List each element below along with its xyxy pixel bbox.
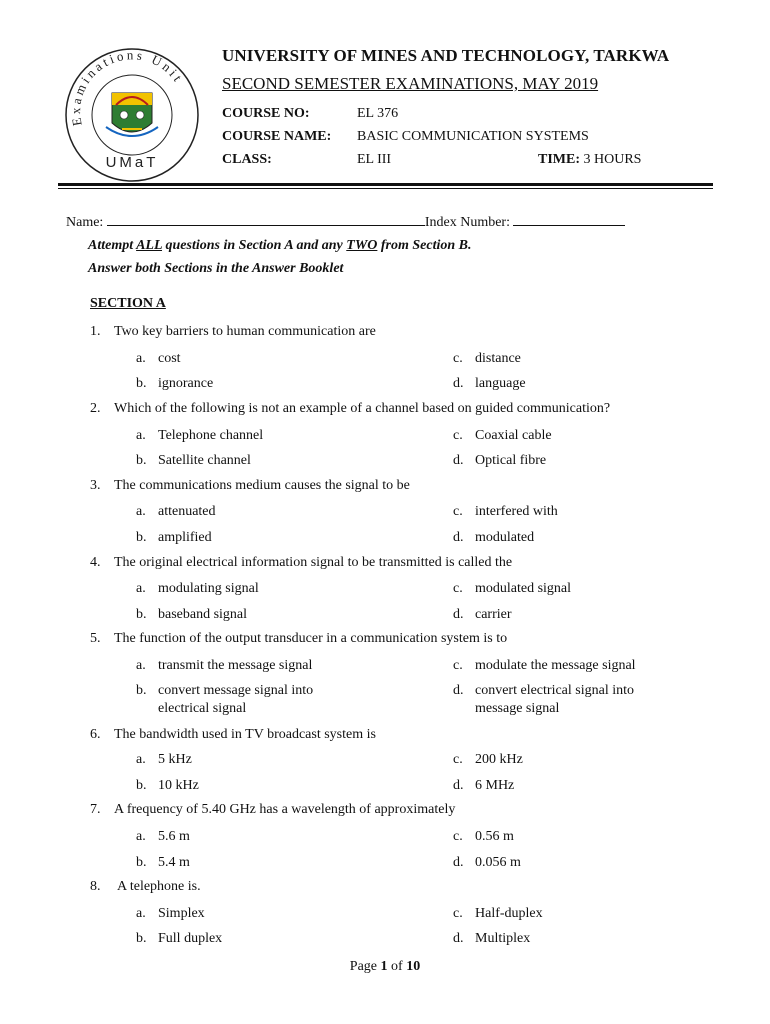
option-text: modulated [475, 530, 535, 545]
university-seal [62, 45, 202, 185]
option-text: attenuated [158, 504, 216, 519]
time-label: TIME: [538, 152, 580, 167]
question [90, 727, 376, 743]
question-text: The communications medium causes the signal to be [114, 478, 410, 493]
option-text: 5.4 m [158, 855, 190, 870]
option-text: Simplex [158, 906, 205, 921]
option-letter: a. [136, 504, 146, 519]
option-letter: d. [453, 530, 464, 545]
header-rule-thick [58, 183, 713, 186]
course-no-row [222, 106, 310, 122]
index-number-field[interactable] [513, 212, 625, 226]
option-letter: d. [453, 376, 464, 391]
option-text: convert message signal into electrical signal [158, 683, 314, 716]
option-letter: b. [136, 931, 147, 946]
option-text: modulating signal [158, 581, 259, 596]
course-name-label: COURSE NAME: [222, 129, 332, 144]
option-letter: d. [453, 453, 464, 468]
question-number: 6. [90, 727, 101, 742]
instruction-emphasis-all: ALL [136, 238, 163, 253]
option-text: Half-duplex [475, 906, 543, 921]
option-text: carrier [475, 607, 512, 622]
instruction-emphasis-two: TWO [346, 238, 378, 253]
question-text: A telephone is. [117, 879, 201, 894]
option-text: Coaxial cable [475, 428, 552, 443]
instruction-line-2: Answer both Sections in the Answer Booklet [88, 261, 344, 276]
page-total: 10 [406, 959, 421, 974]
option-text: modulate the message signal [475, 658, 636, 673]
of-word: of [391, 959, 403, 974]
option-letter: b. [136, 376, 147, 391]
question [90, 478, 410, 494]
question-number: 8. [90, 879, 101, 894]
question-text: Two key barriers to human communication are [114, 324, 376, 339]
seal-arc-text: Examinations Unit [68, 47, 187, 128]
question-text: A frequency of 5.40 GHz has a wavelength of approximately [114, 802, 456, 817]
option-letter: a. [136, 906, 146, 921]
option-letter: a. [136, 829, 146, 844]
option-text: Full duplex [158, 931, 223, 946]
question-number: 1. [90, 324, 101, 339]
option-letter: c. [453, 504, 463, 519]
option-letter: a. [136, 658, 146, 673]
option-text: 5 kHz [158, 752, 192, 767]
section-title: SECTION A [90, 296, 166, 311]
question [90, 324, 376, 340]
question [90, 879, 201, 895]
question [90, 802, 455, 818]
option-text: Satellite channel [158, 453, 251, 468]
option-text: convert electrical signal into message signal [475, 683, 634, 716]
option-letter: b. [136, 607, 147, 622]
option-text: modulated signal [475, 581, 572, 596]
option-text: 5.6 m [158, 829, 190, 844]
instruction-text: from Section B. [377, 238, 472, 253]
option-letter: c. [453, 428, 463, 443]
option-letter: c. [453, 658, 463, 673]
option-letter: d. [453, 855, 464, 870]
option-letter: d. [453, 931, 464, 946]
question-text: The function of the output transducer in a communication system is to [114, 631, 508, 646]
course-name-value: BASIC COMMUNICATION SYSTEMS [357, 129, 589, 144]
option-text: 10 kHz [158, 778, 199, 793]
exam-subtitle: SECOND SEMESTER EXAMINATIONS, MAY 2019 [222, 74, 599, 93]
option-text: 6 MHz [475, 778, 515, 793]
option-letter: b. [136, 683, 147, 698]
page-word: Page [349, 959, 378, 974]
option-text: interfered with [475, 504, 558, 519]
question-number: 5. [90, 631, 101, 646]
option-text: baseband signal [158, 607, 248, 622]
question-text: Which of the following is not an example of a channel based on guided communication? [114, 401, 611, 416]
question-text: The bandwidth used in TV broadcast system is [114, 727, 376, 742]
question [90, 631, 507, 647]
time-value: 3 HOURS [583, 152, 642, 167]
option-text: distance [475, 351, 521, 366]
option-text: transmit the message signal [158, 658, 313, 673]
option-letter: b. [136, 855, 147, 870]
name-index-row [66, 212, 625, 231]
header-rule-thin [58, 188, 713, 189]
option-letter: c. [453, 829, 463, 844]
course-name-row [222, 129, 331, 145]
option-text: amplified [158, 530, 212, 545]
option-text: 0.56 m [475, 829, 514, 844]
option-text: Optical fibre [475, 453, 547, 468]
question-number: 3. [90, 478, 101, 493]
instruction-text: questions in Section A and any [162, 238, 347, 253]
time-row [538, 152, 641, 168]
page-footer [0, 959, 770, 975]
instruction-line-1 [88, 238, 472, 254]
option-letter: a. [136, 351, 146, 366]
option-letter: d. [453, 683, 464, 698]
option-letter: c. [453, 581, 463, 596]
class-label: CLASS: [222, 152, 272, 167]
option-text: 0.056 m [475, 855, 521, 870]
name-label: Name: [66, 215, 104, 230]
option-text: 200 kHz [475, 752, 523, 767]
option-letter: d. [453, 607, 464, 622]
university-title: UNIVERSITY OF MINES AND TECHNOLOGY, TARKWA [222, 46, 670, 65]
option-letter: a. [136, 428, 146, 443]
option-letter: b. [136, 453, 147, 468]
class-value: EL III [357, 152, 392, 167]
option-letter: b. [136, 778, 147, 793]
course-no-value: EL 376 [357, 106, 399, 121]
question-number: 7. [90, 802, 101, 817]
option-text: Telephone channel [158, 428, 264, 443]
question-text: The original electrical information signal to be transmitted is called the [114, 555, 513, 570]
class-row [222, 152, 272, 168]
option-text: ignorance [158, 376, 214, 391]
option-text: cost [158, 351, 181, 366]
page-number: 1 [380, 959, 388, 974]
option-letter: b. [136, 530, 147, 545]
seal-icon [62, 45, 202, 185]
option-letter: d. [453, 778, 464, 793]
option-text: Multiplex [475, 931, 531, 946]
option-letter: c. [453, 351, 463, 366]
instruction-text: Attempt [88, 238, 137, 253]
option-letter: c. [453, 752, 463, 767]
question-number: 2. [90, 401, 101, 416]
option-letter: c. [453, 906, 463, 921]
option-letter: a. [136, 581, 146, 596]
option-letter: a. [136, 752, 146, 767]
index-label: Index Number: [424, 215, 510, 230]
question-number: 4. [90, 555, 101, 570]
question [90, 555, 512, 571]
name-field[interactable] [107, 212, 425, 226]
option-text: language [475, 376, 526, 391]
course-no-label: COURSE NO: [222, 106, 310, 121]
seal-bottom-text: UMaT [105, 154, 159, 171]
question [90, 401, 610, 417]
